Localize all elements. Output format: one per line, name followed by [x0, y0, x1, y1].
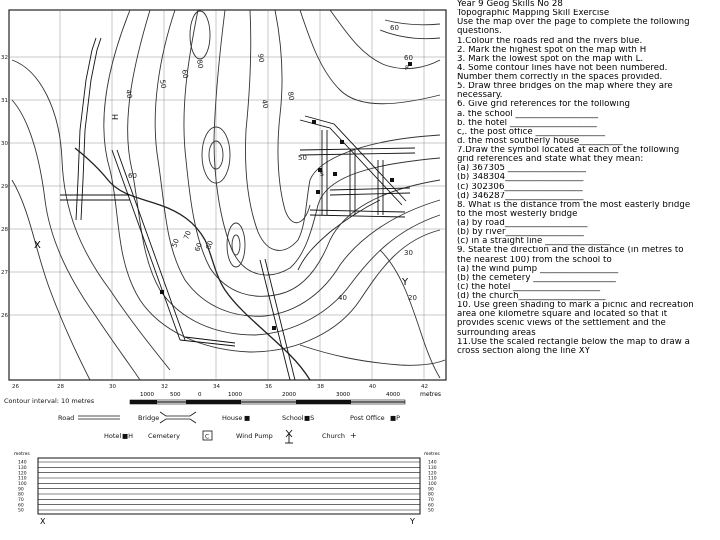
legend-hotel: Hotel [104, 432, 122, 440]
cross-section-left-axis [18, 460, 27, 514]
cross-section-tick-label: 130 [18, 465, 27, 471]
church-icon: + [350, 431, 357, 440]
scale-unit: metres [420, 391, 442, 398]
worksheet-line: a. the school ___________________ [457, 109, 599, 119]
svg-text:S: S [320, 171, 324, 178]
worksheet-line: (a) the wind pump __________________ [457, 264, 619, 274]
contour-label: 50 [170, 237, 181, 249]
easting-label: 28 [57, 384, 64, 390]
worksheet-line: d. the most southerly house__________ [457, 136, 623, 146]
worksheet-line: Use the map over the page to complete the following [457, 18, 690, 28]
worksheet-line: provides scenic views of the settlement and the [457, 319, 666, 329]
cross-section-x-label: X [40, 517, 46, 526]
worksheet-line: c,. the post office ________________ [457, 127, 606, 137]
worksheet-line: 7.Draw the symbol located at each of the following [457, 146, 680, 155]
cross-section [14, 451, 440, 526]
worksheet-line: (c) in a straight line _______________ [457, 237, 611, 247]
worksheet-line: questions. [457, 27, 502, 37]
cross-section-tick-label: 140 [428, 460, 437, 466]
contour-interval: Contour interval: 10 metres [4, 397, 95, 405]
worksheet-line: Number them correctly in the spaces provided. [457, 73, 663, 82]
cross-section-y-label: Y [410, 517, 415, 526]
scale-label: 1000 [140, 392, 154, 398]
worksheet-line: (d) 346287__________________ [457, 191, 584, 201]
contour-label: 60 [128, 172, 137, 180]
easting-label: 42 [421, 384, 428, 390]
easting-label: 30 [109, 384, 116, 390]
easting-labels [12, 384, 428, 390]
worksheet-line: 5. Draw three bridges on the map where they are [457, 82, 673, 92]
cross-section-tick-label: 60 [18, 503, 24, 509]
worksheet-line: area one kilometre square and located so that it [457, 310, 668, 320]
bridge-icon [160, 412, 196, 423]
legend-house: House [222, 414, 243, 422]
legend-church: Church [322, 432, 346, 440]
easting-label: 34 [213, 384, 220, 390]
contour-label: 40 [260, 98, 270, 110]
worksheet-line: 2. Mark the highest spot on the map with H [457, 45, 647, 55]
cross-section-right-axis [428, 460, 437, 514]
northing-label: 28 [1, 227, 8, 233]
svg-text:H: H [111, 113, 120, 120]
easting-label: 36 [265, 384, 272, 390]
river [75, 148, 310, 380]
legend-post-office: Post Office [350, 414, 385, 422]
contour-label: 90 [256, 52, 266, 64]
cross-section-left-title: metres [14, 452, 30, 457]
cross-section-tick-label: 70 [18, 497, 24, 503]
contour-label: 60 [180, 68, 190, 80]
svg-text:P: P [405, 65, 409, 72]
scale-label: 2000 [282, 392, 296, 398]
worksheet-line: (c) 302306__________________ [457, 182, 583, 192]
cross-section-tick-label: 140 [18, 460, 27, 466]
hotel-icon: ■H [122, 432, 134, 440]
worksheet-line: to the most westerly bridge [457, 209, 578, 219]
cross-section-tick-label: 90 [428, 487, 434, 493]
legend [58, 412, 400, 443]
cross-section-tick-label: 70 [428, 497, 434, 503]
contour-label: 60 [204, 239, 215, 251]
scale-label: 1000 [228, 392, 242, 398]
contour-label: 80 [195, 58, 205, 70]
cross-section-tick-label: 100 [428, 481, 437, 487]
scale-label: 0 [198, 392, 202, 398]
scale-label: 4000 [386, 392, 400, 398]
northing-labels [1, 55, 8, 319]
worksheet-line: 3. Mark the lowest spot on the map with L. [457, 54, 644, 64]
worksheet-line: Year 9 Geog Skills No 28 [457, 0, 563, 9]
worksheet-line: (b) by river__________________ [457, 228, 584, 238]
cross-section-tick-label: 80 [428, 492, 434, 498]
contour-label: 80 [286, 90, 296, 102]
cross-section-tick-label: 60 [428, 503, 434, 509]
roads [60, 38, 415, 380]
cross-section-tick-label: 130 [428, 465, 437, 471]
worksheet-line: (a) by road___________________ [457, 219, 588, 228]
legend-wind-pump: Wind Pump [236, 432, 273, 440]
marker-y: Y [402, 277, 409, 288]
contour-label: 60 [390, 24, 399, 32]
legend-school: School [282, 414, 304, 422]
cemetery-icon: C [205, 433, 210, 441]
worksheet-line: (b) 348304__________________ [457, 173, 584, 183]
legend-cemetery: Cemetery [148, 432, 180, 440]
worksheet-line: 4. Some contour lines have not been numbered. [457, 63, 668, 73]
northing-label: 31 [1, 98, 8, 104]
worksheet-line: surrounding areas [457, 328, 536, 338]
northing-label: 30 [1, 141, 8, 147]
contour-label: 60 [404, 54, 413, 62]
worksheet-line: 9. State the direction and the distance (in metres to [457, 246, 684, 256]
northing-label: 27 [1, 270, 8, 276]
worksheet-line: (a) 367305 __________________ [457, 164, 587, 174]
wind-pump-icon [285, 430, 293, 443]
easting-label: 38 [317, 384, 324, 390]
legend-bridge: Bridge [138, 414, 160, 422]
cross-section-tick-label: 110 [428, 476, 437, 482]
cross-section-tick-label: 50 [428, 508, 434, 514]
worksheet-line: b. the hotel ____________________ [457, 118, 597, 128]
scale-bar [130, 391, 441, 404]
worksheet-line: grid references and state what they mean: [457, 155, 644, 165]
contour-label: 50 [158, 78, 168, 90]
worksheet-line: the nearest 100) from the school to [457, 255, 612, 265]
contour-label: 40 [338, 294, 347, 302]
worksheet-line: 8. What is the distance from the most easterly bridge [457, 200, 691, 210]
worksheet-line: 1.Colour the roads red and the rivers blue. [457, 36, 643, 46]
northing-label: 32 [1, 55, 8, 61]
worksheet-line: (c) the hotel ____________________ [457, 282, 601, 292]
scale-label: 500 [170, 392, 181, 398]
cross-section-tick-label: 80 [18, 492, 24, 498]
contour-label: 20 [408, 294, 417, 302]
legend-road: Road [58, 414, 75, 422]
easting-label: 40 [369, 384, 376, 390]
easting-label: 32 [161, 384, 168, 390]
contour-label: 30 [404, 249, 413, 257]
contour-label: 60 [193, 241, 204, 253]
worksheet-line: 6. Give grid references for the following [457, 100, 630, 110]
contour-label: 70 [182, 229, 193, 241]
contour-label: 40 [124, 88, 134, 100]
worksheet-line: (b) the cemetery ___________________ [457, 273, 616, 283]
school-icon: ■S [304, 414, 315, 422]
post-office-icon: ■P [390, 414, 401, 422]
cross-section-lines [38, 462, 420, 510]
easting-label: 26 [12, 384, 19, 390]
worksheet-line: 10. Use green shading to mark a picnic and recreation [457, 301, 694, 311]
cross-section-tick-label: 110 [18, 476, 27, 482]
cross-section-tick-label: 50 [18, 508, 24, 514]
cross-section-right-title: metres [424, 452, 440, 457]
cross-section-tick-label: 120 [18, 471, 27, 477]
cross-section-tick-label: 120 [428, 471, 437, 477]
worksheet-text [457, 0, 719, 540]
worksheet-line: necessary. [457, 91, 503, 101]
worksheet-line: 11.Use the scaled rectangle below the map to draw a [457, 337, 690, 347]
marker-x: X [34, 240, 41, 251]
worksheet-line: Topographic Mapping Skill Exercise [457, 9, 610, 19]
northing-label: 26 [1, 313, 8, 319]
contour-labels [124, 24, 417, 302]
worksheet-line: cross section along the line XY [457, 346, 591, 356]
cross-section-tick-label: 90 [18, 487, 24, 493]
northing-label: 29 [1, 184, 8, 190]
scale-label: 3000 [336, 392, 350, 398]
cross-section-tick-label: 100 [18, 481, 27, 487]
contour-label: 50 [298, 154, 307, 162]
house-icon: ■ [244, 414, 251, 422]
worksheet-line: (d) the church____________________ [457, 292, 606, 301]
